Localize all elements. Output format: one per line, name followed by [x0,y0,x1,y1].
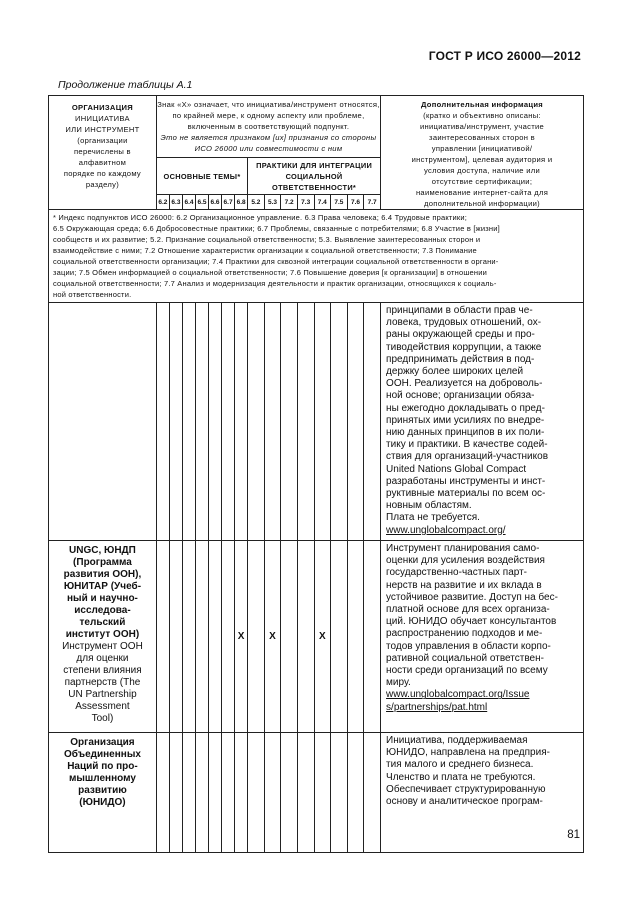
organization-tool-line: партнерств (The [64,677,141,688]
info-line: предпринимать действия в под- [386,353,535,365]
mark-cell [156,541,169,733]
organization-name-line: UNGC, ЮНДП [69,545,136,556]
organization-name-line: развития ООН), [63,569,142,580]
mark-cell [182,303,195,541]
organization-name-line: (Программа [73,557,132,568]
header-additional-info-line: управлении [инициативой/ [431,144,533,153]
footnote-line: взаимодействие с ними; 7.2 Отношение характеристик организации к социальной ответственности; 7.3 Понимание [53,246,477,255]
info-line: Инициатива, поддерживаемая [386,735,528,746]
subclause-number: 6.5 [196,195,209,210]
table-row [49,541,584,733]
header-organization-line: порядке по каждому [63,169,142,178]
info-line: принципами в области прав че- [386,305,533,316]
initiatives-table [48,95,584,853]
info-line: ловека, трудовых отношений, ох- [386,317,542,329]
header-organization-line: ИЛИ ИНСТРУМЕНТ [65,125,140,134]
mark-cell [314,303,331,541]
organization-name-line: Объединенных [63,749,141,760]
mark-cell: X [235,541,248,733]
footnote-line: 6.5 Окружающая среда; 6.6 Добросовестные практики; 6.7 Проблемы, связанные с потребителями; 6.8 Участие в [жизни] [53,224,500,233]
footnote-line: социальной ответственности организации; 7.4 Практики для сквозной интеграции социальной ответственности в органи- [53,257,499,266]
info-line: распространению подходов и ме- [386,628,543,640]
website-link[interactable]: www.unglobalcompact.org/Issue [386,689,530,701]
mark-cell: X [264,541,281,733]
mark-cell [297,733,314,853]
document-code: ГОСТ Р ИСО 26000—2012 [428,49,581,63]
organization-cell [49,733,157,853]
page-number: 81 [567,829,580,841]
mark-cell [209,541,222,733]
mark-cell [169,541,182,733]
header-organization-line: ИНИЦИАТИВА [74,114,130,123]
info-line: Плата не требуется. [386,512,480,524]
organization-tool-line: UN Partnership [68,689,137,700]
organization-tool-line: Инструмент ООН [62,641,143,652]
header-organization-line: ОРГАНИЗАЦИЯ [71,103,134,112]
mark-cell [314,733,331,853]
info-line: Инструмент планирования само- [386,543,540,554]
info-line: руктивные материалы по всем ос- [386,488,546,500]
additional-info-cell [381,541,584,733]
mark-cell [248,303,265,541]
info-line: тия малого и среднего бизнеса. [386,759,534,771]
organization-name-line: тельский [79,617,126,628]
additional-info-cell [381,733,584,853]
info-line: ООН. Реализуется на доброволь- [386,378,543,390]
organization-name-line: ЮНИТАР (Учеб- [63,581,142,592]
organization-name-line: исследова- [74,605,131,616]
mark-cell [169,733,182,853]
info-line: ративной социальной ответствен- [386,652,544,664]
organization-tool-line: степени влияния [63,665,142,676]
subclause-number: 7.6 [347,195,364,210]
mark-cell [235,733,248,853]
website-link[interactable]: s/partnerships/pat.html [386,701,488,713]
header-organization-line: разделу) [85,180,120,189]
mark-cell [248,733,265,853]
mark-cell [222,733,235,853]
footnote-line: зации; 7.5 Обмен информацией о социальной ответственности; 7.6 Повышение доверия [к организации] в отношении [53,268,488,277]
info-line: оценки для усиления воздействия [386,555,545,567]
organization-name-line: ный и научно- [67,593,138,604]
info-line: ности среди организаций по всему [386,665,548,677]
mark-cell [156,303,169,541]
info-line: раны окружающей среды и про- [386,329,535,341]
subclause-number: 6.3 [169,195,182,210]
mark-cell [281,541,298,733]
header-legend-line: включенным в соответствующий подпункт. [187,122,350,131]
info-line: тодов управления в области корпо- [386,640,551,652]
info-line: Членство и плата не требуются. [386,771,536,783]
mark-cell [182,541,195,733]
mark-cell [331,303,348,541]
subclause-number: 5.3 [264,195,281,210]
additional-info-cell [381,303,584,541]
footnote-line: сообществ и их развитие; 5.2. Признание социальной ответственности; 5.3. Выявление заинтересованных сторон и [53,235,481,244]
header-legend-cell [156,96,380,158]
header-additional-info-line: условия доступа, наличие или [423,166,541,175]
subclause-number: 6.4 [182,195,195,210]
info-line: ной основе; организации обяза- [386,390,535,402]
footnote-line: * Индекс подпунктов ИСО 26000: 6.2 Организационное управление. 6.3 Права человека; 6.4 Трудовые практики; [53,213,468,222]
organization-name-line: развитию [78,785,127,796]
header-additional-info-line: дополнительной информации) [424,199,540,208]
info-line: государственно-частных парт- [386,567,528,579]
header-core-themes: ОСНОВНЫЕ ТЕМЫ* [156,157,247,195]
mark-cell [297,541,314,733]
info-line: тиводействия коррупции, а также [386,341,542,353]
info-line: устойчивое развитие. Доступ на бес- [386,591,558,603]
mark-cell [248,541,265,733]
info-line: разработаны инструменты и инст- [386,475,546,487]
header-legend-line: Знак «Х» означает, что инициатива/инструмент относятся, [157,100,380,109]
mark-cell [156,733,169,853]
header-practices-line: ПРАКТИКИ ДЛЯ ИНТЕГРАЦИИ [256,160,373,170]
organization-name-line: мышленному [68,773,136,784]
mark-cell [196,541,209,733]
header-organization-line: перечислены в [74,147,131,156]
header-legend-line: Это не является признаком [их] признания со стороны [160,133,377,142]
mark-cell [347,303,364,541]
table-continuation-caption: Продолжение таблицы А.1 [58,79,193,91]
footnote-cell [49,210,584,303]
organization-cell [49,303,157,541]
mark-cell [331,541,348,733]
organization-tool-line: для оценки [76,653,129,664]
footnote-line: социальной ответственности; 7.7 Анализ и модернизация деятельности и практик организации, относящихся к социаль- [53,279,497,288]
header-additional-info-line: инициатива/инструмент, участие [419,122,545,131]
info-line: Обеспечивает структурированную [386,783,546,795]
mark-cell: X [314,541,331,733]
header-additional-info-cell [381,96,584,210]
info-line: ЮНИДО, направлена на предприя- [386,747,550,759]
header-additional-info-line: наименование интернет-сайта для [415,188,549,197]
footnote-line: ной ответственности. [53,290,132,299]
mark-cell [196,303,209,541]
mark-cell [264,303,281,541]
organization-cell [49,541,157,733]
info-line: миру. [386,677,411,689]
mark-cell [331,733,348,853]
subclause-number: 7.5 [331,195,348,210]
organization-name-line: институт ООН) [65,629,140,640]
mark-cell [297,303,314,541]
info-line: ций. ЮНИДО обучает консультантов [386,616,557,628]
table-row [49,303,584,541]
organization-name-line: Наций по про- [67,761,138,772]
subclause-number: 5.2 [248,195,265,210]
organization-tool-line: Tool) [91,713,114,724]
info-line: основу и аналитическое програм- [386,796,543,808]
header-organization-cell [49,96,157,210]
mark-cell [347,541,364,733]
mark-cell [364,733,381,853]
table-row [49,733,584,853]
mark-cell [182,733,195,853]
info-line: нию данных принципов в их поли- [386,427,545,439]
mark-cell [209,303,222,541]
header-additional-info-line: (кратко и объективно описаны: [423,111,541,120]
info-line: тику и практики. В качестве содей- [386,439,548,451]
website-link[interactable]: www.unglobalcompact.org/ [386,524,506,536]
mark-cell [281,303,298,541]
header-practices-line: ОТВЕТСТВЕННОСТИ* [272,182,357,192]
organization-tool-line: Assessment [75,701,130,712]
mark-cell [196,733,209,853]
subclause-number: 7.7 [364,195,381,210]
info-line: принятых ими усилиях по внедре- [386,414,545,426]
header-additional-info-line: отсутствие сертификации; [431,177,533,186]
header-practices [248,157,381,195]
organization-name-line: Организация [70,737,135,748]
info-line: новным областям. [386,500,472,512]
mark-cell [264,733,281,853]
header-additional-info-line: Дополнительная информация [421,100,544,109]
header-practices-line: СОЦИАЛЬНОЙ [285,171,343,181]
subclause-number: 7.2 [281,195,298,210]
mark-cell [347,733,364,853]
mark-cell [222,541,235,733]
subclause-number: 7.4 [314,195,331,210]
mark-cell [222,303,235,541]
subclause-number: 6.8 [235,195,248,210]
info-line: нерств на развитие и их вклада в [386,579,542,591]
info-line: держку более широких целей [386,366,524,378]
subclause-number: 7.3 [297,195,314,210]
info-line: United Nations Global Compact [386,463,527,475]
mark-cell [235,303,248,541]
subclause-number: 6.2 [156,195,169,210]
header-legend-line: по крайней мере, к одному аспекту или проблеме, [172,111,365,120]
info-line: ствия для организаций-участников [386,451,548,463]
organization-name-line: (ЮНИДО) [79,797,126,808]
mark-cell [364,541,381,733]
subclause-number: 6.7 [222,195,235,210]
info-line: ны ежегодно докладывать о пред- [386,402,545,414]
header-legend-line: ИСО 26000 или совместимости с ним [194,144,343,153]
mark-cell [209,733,222,853]
info-line: платной основе для всех организа- [386,604,550,616]
header-organization-line: (организации [77,136,128,145]
mark-cell [364,303,381,541]
header-additional-info-line: инструментом], целевая аудитория и [411,155,553,164]
mark-cell [169,303,182,541]
header-additional-info-line: заинтересованных сторон в [429,133,535,142]
subclause-number: 6.6 [209,195,222,210]
mark-cell [281,733,298,853]
header-organization-line: алфавитном [78,158,127,167]
